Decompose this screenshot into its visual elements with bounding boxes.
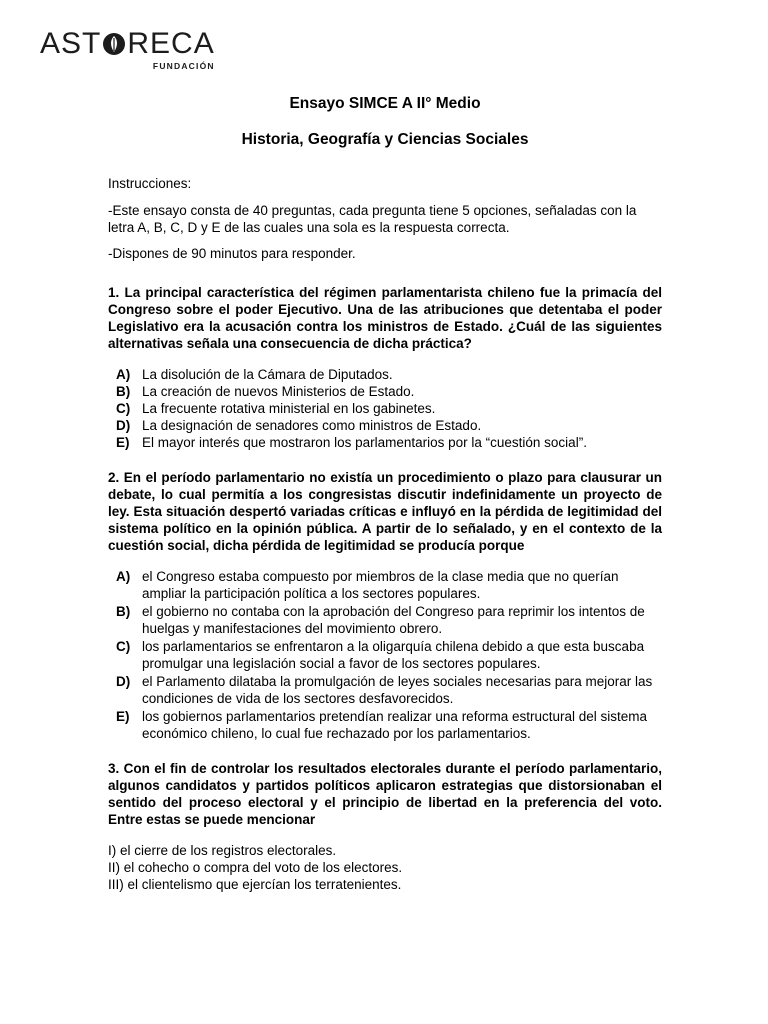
option-text: La disolución de la Cámara de Diputados. xyxy=(142,367,393,382)
statement-ii: II) el cohecho o compra del voto de los electores. xyxy=(108,860,403,875)
logo-subtitle: FUNDACIÓN xyxy=(152,61,215,71)
option-a xyxy=(116,366,662,383)
logo-text-right: RECA xyxy=(127,27,215,60)
instructions-label: Instrucciones: xyxy=(108,176,192,191)
option-letter: D) xyxy=(116,674,131,689)
leaf-logo-icon xyxy=(102,31,126,57)
options-list xyxy=(108,568,662,742)
option-c xyxy=(116,400,662,417)
option-b xyxy=(116,383,662,400)
option-b xyxy=(116,603,662,637)
option-letter: D) xyxy=(116,418,131,433)
statement-iii: III) el clientelismo que ejercían los terratenientes. xyxy=(108,877,402,892)
astoreca-logo xyxy=(40,27,215,71)
option-text: los gobiernos parlamentarios pretendían realizar una reforma estructural del sistema económico chileno, lo cual fue rechazado por los parlamentarios. xyxy=(142,709,648,741)
option-c xyxy=(116,638,662,672)
question-2 xyxy=(108,469,662,742)
question-stem: 3. Con el fin de controlar los resultados electorales durante el período parlamentario, algunos candidatos y partidos políticos aplicaron estrategias que distorsionaban el sentido del proceso electoral y el principio de libertad en la preferencia del voto. Entre estas se puede mencionar xyxy=(108,761,662,827)
option-text: el gobierno no contaba con la aprobación del Congreso para reprimir los intentos de huelgas y manifestaciones del movimiento obrero. xyxy=(142,604,645,636)
option-letter: A) xyxy=(116,569,131,584)
exam-subject: Historia, Geografía y Ciencias Sociales xyxy=(241,131,529,148)
option-text: los parlamentarios se enfrentaron a la oligarquía chilena debido a que esta buscaba promulgar una legislación social a favor de los sectores populares. xyxy=(142,639,645,671)
option-e xyxy=(116,434,662,451)
option-d xyxy=(116,417,662,434)
option-text: La frecuente rotativa ministerial en los gabinetes. xyxy=(142,401,436,416)
instructions-paragraph: -Este ensayo consta de 40 preguntas, cada pregunta tiene 5 opciones, señaladas con la letra A, B, C, D y E de las cuales una sola es la respuesta correcta. xyxy=(108,203,637,235)
option-letter: B) xyxy=(116,604,131,619)
option-letter: E) xyxy=(116,435,130,450)
option-a xyxy=(116,568,662,602)
option-text: La designación de senadores como ministros de Estado. xyxy=(142,418,482,433)
option-text: el Parlamento dilataba la promulgación de leyes sociales necesarias para mejorar las condiciones de vida de los sectores desfavorecidos. xyxy=(142,674,653,706)
statement-i: I) el cierre de los registros electorales. xyxy=(108,843,337,858)
option-letter: B) xyxy=(116,384,131,399)
option-d xyxy=(116,673,662,707)
option-letter: A) xyxy=(116,367,131,382)
question-stem: 2. En el período parlamentario no existía un procedimiento o plazo para clausurar un debate, lo cual permitía a los congresistas discutir indefinidamente un proyecto de ley. Esta situación despertó variadas críticas e influyó en la pérdida de legitimidad del sistema político en la opinión pública. A partir de lo señalado, y en el contexto de la cuestión social, dicha pérdida de legitimidad se producía porque xyxy=(108,470,662,553)
question-3 xyxy=(108,760,662,893)
logo-text-left: AST xyxy=(40,27,102,60)
option-letter: C) xyxy=(116,639,131,654)
option-text: El mayor interés que mostraron los parlamentarios por la “cuestión social”. xyxy=(142,435,587,450)
exam-content xyxy=(108,94,662,911)
options-list xyxy=(108,366,662,451)
option-e xyxy=(116,708,662,742)
logo-wordmark xyxy=(40,27,215,61)
option-letter: E) xyxy=(116,709,130,724)
exam-title: Ensayo SIMCE A II° Medio xyxy=(289,95,481,112)
statements-list xyxy=(108,842,662,893)
instructions-paragraph: -Dispones de 90 minutos para responder. xyxy=(108,246,356,261)
question-stem: 1. La principal característica del régimen parlamentarista chileno fue la primacía del Congreso sobre el poder Ejecutivo. Una de las atribuciones que detentaba el poder Legislativo era la acusación contra los ministros de Estado. ¿Cuál de las siguientes alternativas señala una consecuencia de dicha práctica? xyxy=(108,285,662,351)
option-letter: C) xyxy=(116,401,131,416)
question-1 xyxy=(108,284,662,451)
option-text: La creación de nuevos Ministerios de Estado. xyxy=(142,384,415,399)
option-text: el Congreso estaba compuesto por miembros de la clase media que no querían ampliar la participación política a los sectores populares. xyxy=(142,569,619,601)
